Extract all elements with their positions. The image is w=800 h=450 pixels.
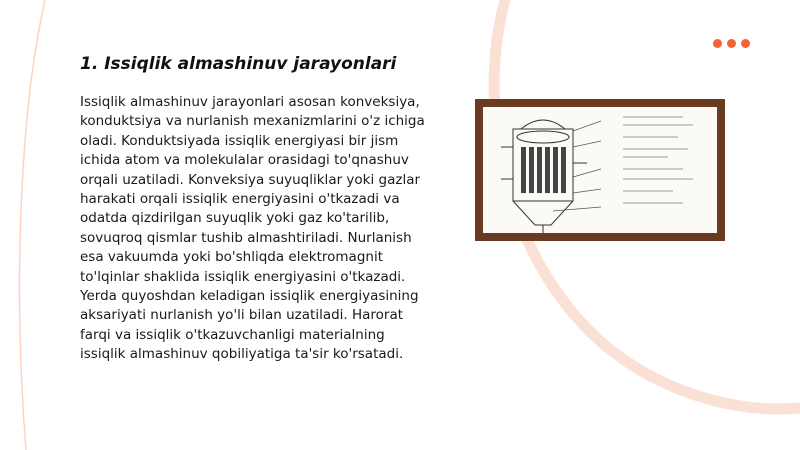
dot: [741, 39, 750, 48]
slide-paragraph: Issiqlik almashinuv jarayonlari asosan konveksiya, konduktsiya va nurlanish mexanizmlarini o'z ichiga oladi. Konduktsiyada issiqlik energiyasi bir jism ichida atom va molekulalar orasidagi to'qnashuv orqali uzatiladi. Konveksiya suyuqliklar yoki gazlar harakati orqali issiqlik energiyasini o'tkazadi va odatda qizdirilgan suyuqlik yoki gaz ko'tarilib, sovuqroq qismlar tushib almashtiriladi. Nurlanish esa vakuumda yoki bo'shliqda elektromagnit to'lqinlar shaklida issiqlik energiyasini o'tkazadi. Yerda quyoshdan keladigan issiqlik energiyasining aksariyati nurlanish yo'li bilan uzatiladi. Harorat farqi va issiqlik o'tkazuvchanligi materialning issiqlik almashinuv qobiliyatiga ta'sir ko'rsatadi.: [80, 94, 425, 363]
decorative-dots: [713, 39, 750, 48]
heat-exchanger-figure: [475, 99, 725, 241]
left-arc: [20, 0, 45, 450]
figure-canvas: [483, 107, 717, 233]
dot: [727, 39, 736, 48]
slide-title: 1. Issiqlik almashinuv jarayonlari: [80, 54, 397, 74]
dot: [713, 39, 722, 48]
heat-exchanger-sketch-icon: [483, 107, 717, 233]
